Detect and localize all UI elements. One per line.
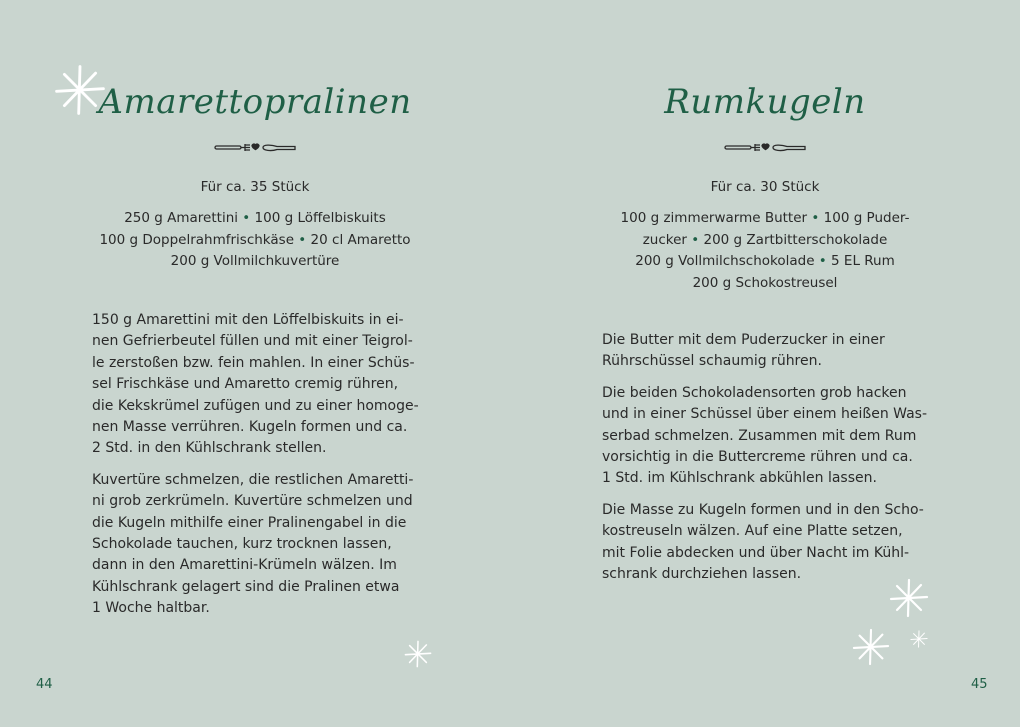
text-line: le zerstoßen bzw. fein mahlen. In einer Schüs- — [92, 354, 415, 371]
right-page — [510, 0, 1020, 727]
recipe-title: Amarettopralinen — [98, 82, 412, 122]
ingredients-list — [510, 208, 1020, 294]
text-line: 150 g Amarettini mit den Löffelbiskuits in ei- — [92, 312, 404, 328]
ingredient: 250 g Amarettini — [124, 210, 238, 226]
text-line: Kuvertüre schmelzen, die restlichen Amaretti- — [92, 471, 414, 488]
ingredients-list — [0, 208, 510, 273]
recipe-yield: Für ca. 30 Stück — [710, 179, 820, 195]
instructions — [92, 310, 419, 630]
bullet-separator: • — [294, 231, 311, 248]
instruction-paragraph — [602, 330, 927, 373]
text-line: kostreuseln wälzen. Auf eine Platte setzen, — [602, 523, 903, 540]
instruction-paragraph — [602, 383, 927, 490]
instruction-paragraph — [602, 500, 927, 586]
text-line: schrank durchziehen lassen. — [602, 566, 802, 583]
sparkle-icon — [402, 638, 434, 670]
page-number: 44 — [36, 677, 53, 692]
page-number: 45 — [971, 677, 988, 692]
text-line: 2 Std. in den Kühlschrank stellen. — [92, 440, 327, 457]
bullet-separator: • — [814, 253, 832, 269]
instructions — [602, 330, 927, 595]
ingredient: 200 g Vollmilchkuvertüre — [170, 253, 340, 269]
cutlery-divider-icon — [213, 140, 297, 156]
ingredient: 200 g Zartbitterschokolade — [703, 231, 888, 248]
ingredient-line — [510, 208, 1020, 230]
ingredient: 200 g Schokostreusel — [692, 274, 838, 291]
ingredient: 100 g Puder- — [823, 210, 910, 226]
text-line: nen Masse verrühren. Kugeln formen und ca. — [92, 419, 408, 436]
recipe-yield: Für ca. 35 Stück — [200, 179, 310, 195]
text-line: 1 Woche haltbar. — [92, 600, 210, 617]
ingredient: 20 cl Amaretto — [310, 231, 411, 248]
ingredient-line — [510, 230, 1020, 252]
sparkle-icon — [908, 628, 930, 650]
text-line: Kühlschrank gelagert sind die Pralinen etwa — [92, 578, 400, 595]
bullet-separator: • — [807, 210, 824, 226]
ingredient-line — [0, 251, 510, 273]
ingredient: 100 g zimmerwarme Butter — [620, 210, 808, 226]
text-line: dann in den Amarettini-Krümeln wälzen. Im — [92, 557, 397, 574]
text-line: Die beiden Schokoladensorten grob hacken — [602, 384, 907, 401]
text-line: die Kekskrümel zufügen und zu einer homoge- — [92, 397, 419, 414]
ingredient: 5 EL Rum — [831, 253, 895, 269]
bullet-separator: • — [686, 231, 704, 248]
ingredient: 100 g Doppelrahmfrischkäse — [99, 231, 294, 248]
text-line: Rührschüssel schaumig rühren. — [602, 353, 822, 370]
text-line: Die Butter mit dem Puderzucker in einer — [602, 332, 885, 348]
ingredient-line — [0, 208, 510, 230]
text-line: und in einer Schüssel über einem heißen Was- — [602, 406, 928, 423]
text-line: nen Gefrierbeutel füllen und mit einer Teigrol- — [92, 333, 413, 350]
instruction-paragraph — [92, 470, 419, 620]
ingredient: zucker — [642, 231, 687, 248]
text-line: mit Folie abdecken und über Nacht im Kühl- — [602, 544, 910, 561]
sparkle-icon — [850, 626, 892, 668]
text-line: sel Frischkäse und Amaretto cremig rühren, — [92, 376, 399, 393]
cutlery-divider-icon — [723, 140, 807, 156]
text-line: die Kugeln mithilfe einer Pralinengabel in die — [92, 514, 407, 531]
ingredient-line — [0, 230, 510, 252]
instruction-paragraph — [92, 310, 419, 460]
bullet-separator: • — [238, 210, 255, 226]
text-line: Die Masse zu Kugeln formen und in den Scho- — [602, 501, 924, 518]
ingredient-line — [510, 251, 1020, 273]
ingredient-line — [510, 273, 1020, 295]
text-line: ni grob zerkrümeln. Kuvertüre schmelzen und — [92, 493, 413, 510]
text-line: serbad schmelzen. Zusammen mit dem Rum — [602, 427, 917, 444]
text-line: Schokolade tauchen, kurz trocknen lassen, — [92, 536, 392, 553]
recipe-title: Rumkugeln — [664, 82, 866, 122]
text-line: vorsichtig in die Buttercreme rühren und ca. — [602, 449, 913, 466]
ingredient: 100 g Löffelbiskuits — [254, 210, 386, 226]
text-line: 1 Std. im Kühlschrank abkühlen lassen. — [602, 470, 877, 487]
ingredient: 200 g Vollmilchschokolade — [635, 253, 815, 269]
